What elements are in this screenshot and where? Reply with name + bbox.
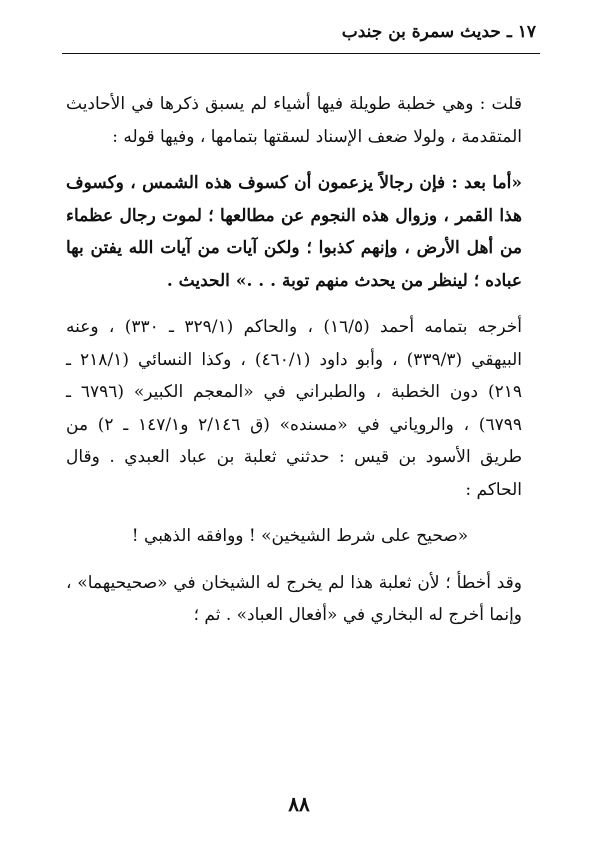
paragraph-critique: وقد أخطأ ؛ لأن ثعلبة هذا لم يخرج له الشيخان في «صحيحيهما» ، وإنما أخرج له البخاري في «أفعال العباد» . ثم ؛	[66, 572, 522, 625]
hadith-quote: «أما بعد : فإن رجالاً يزعمون أن كسوف هذه الشمس ، وكسوف هذا القمر ، وزوال هذه النجوم عن مطالعها ؛ لموت رجال عظماء من أهل الأرض ، وإنهم كذبوا ؛ ولكن آيات من آيات الله يفتن بها عباده ؛ لينظر من يحدث منهم توبة . . .» الحديث .	[66, 173, 522, 291]
paragraph-gap	[66, 153, 534, 167]
page-number: ٨٨	[288, 792, 310, 816]
paragraph-takhrij: أخرجه بتمامه أحمد (١٦/٥) ، والحاكم (٣٢٩/١ ـ ٣٣٠) ، وعنه البيهقي (٣٣٩/٣) ، وأبو داود (٤٦٠/١) ، وكذا النسائي (٢١٨/١ ـ ٢١٩) دون الخطبة ، والطبراني في «المعجم الكبير» (٦٧٩٦ ـ ٦٧٩٩) ، والروياني في «مسنده» (ق ٢/١٤٦ و١٤٧/١ ـ ٢) من طريق الأسود بن قيس : حدثني ثعلبة بن عباد العبدي . وقال الحاكم :	[66, 317, 523, 500]
paragraph-gap	[66, 553, 534, 567]
paragraph-comment: قلت : وهي خطبة طويلة فيها أشياء لم يسبق ذكرها في الأحاديث المتقدمة ، ولولا ضعف الإسناد لسقتها بتمامها ، وفيها قوله :	[66, 94, 522, 147]
paragraph-gap	[66, 297, 534, 311]
main-text	[66, 88, 534, 632]
paragraph-gap	[66, 506, 534, 520]
running-head: ١٧ ـ حديث سمرة بن جندب	[341, 22, 536, 42]
header-rule	[62, 53, 540, 54]
hakim-verdict: «صحيح على شرط الشيخين» ! ووافقه الذهبي !	[131, 526, 469, 546]
